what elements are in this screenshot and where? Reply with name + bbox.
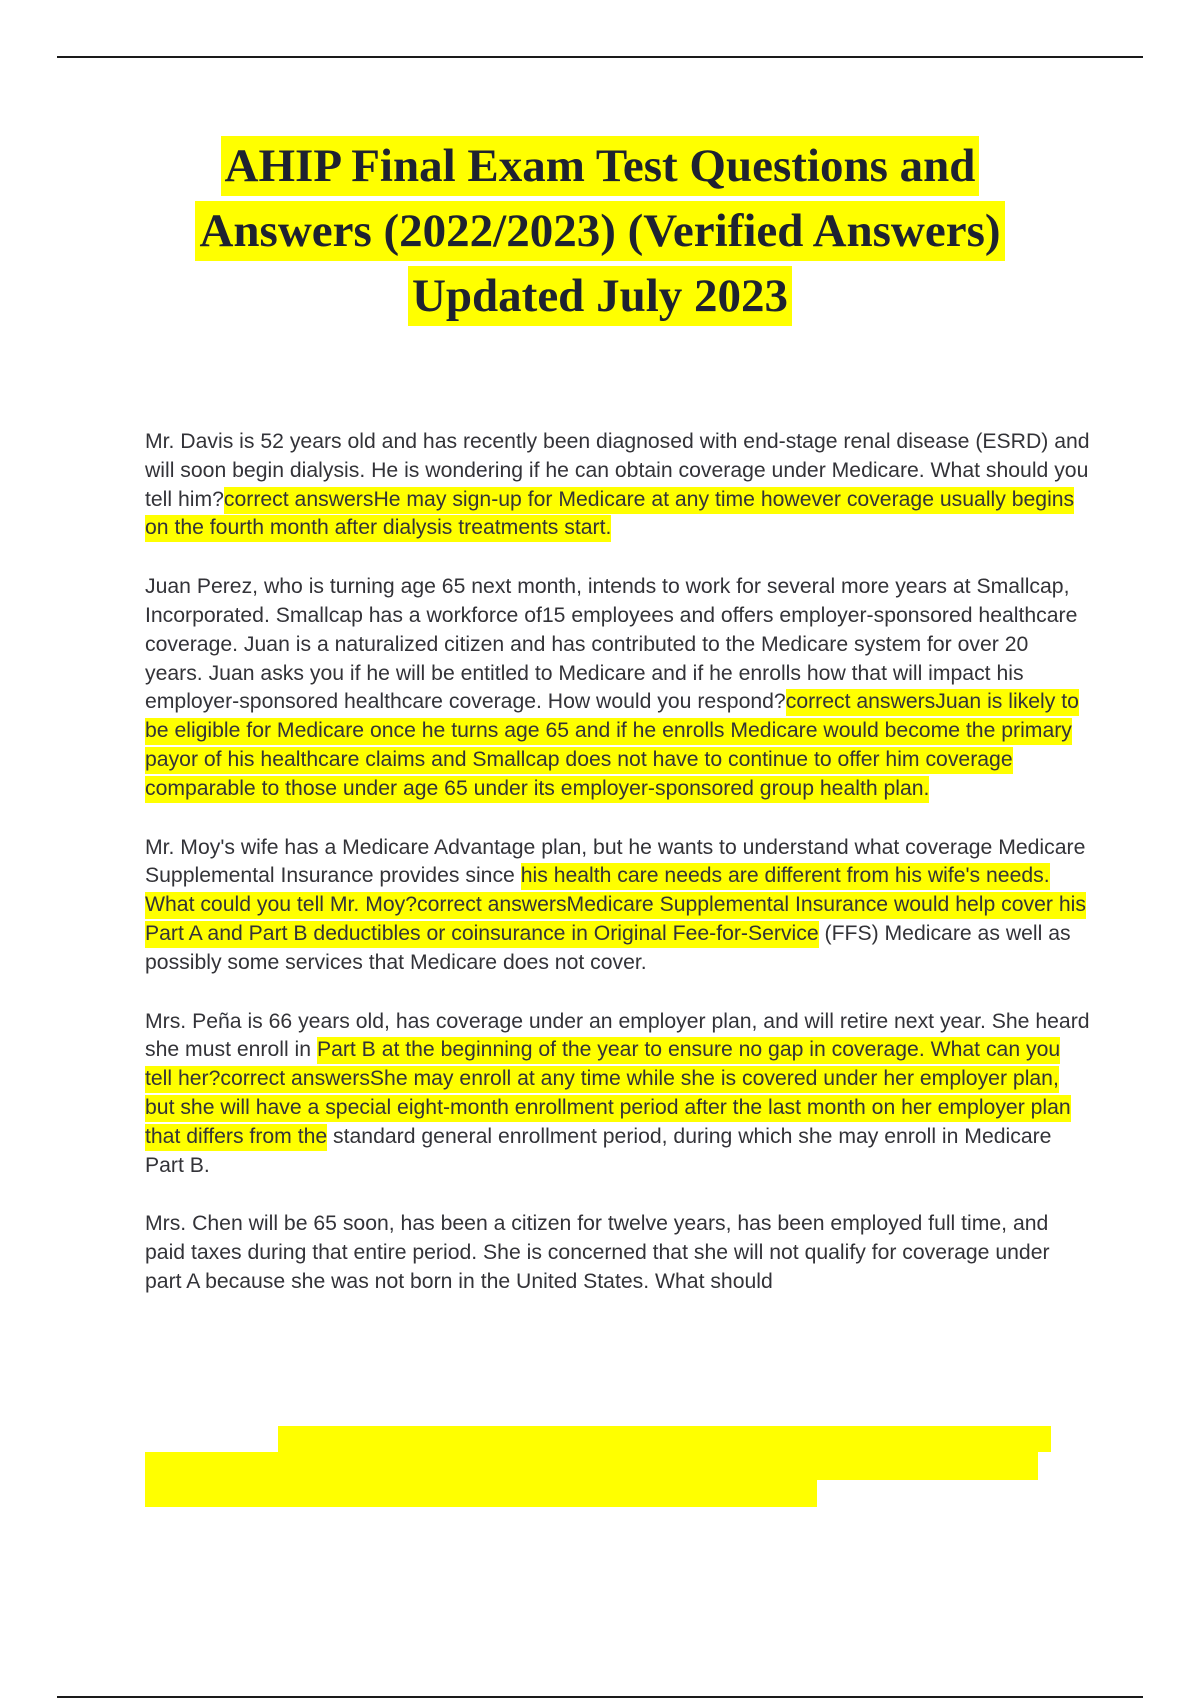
qa-entry-perez (145, 573, 1091, 803)
question-answer-list (145, 428, 1091, 1297)
qa-entry-pena (145, 1008, 1091, 1181)
title-line-1: AHIP Final Exam Test Questions and (221, 136, 980, 196)
bottom-rule (57, 1696, 1143, 1698)
trailing-text: standard general enrollment period, during which she may enroll in Medicare Part B. (145, 1124, 1052, 1177)
qa-entry-chen (145, 1210, 1091, 1296)
top-rule (57, 56, 1143, 58)
highlighted-answer: his health care needs are different from his wife's needs. What could you tell Mr. Moy?correct answersMedicare Supplemental Insurance would help cover his Part A and Part B deductibles or coinsurance in Original Fee-for-Service (145, 863, 1086, 948)
trailing-text: (FFS) Medicare as well as possibly some services that Medicare does not cover. (145, 921, 1071, 974)
obscured-answer-block-1 (278, 1426, 1051, 1452)
qa-entry-moy (145, 834, 1091, 978)
highlighted-answer: correct answersJuan is likely to be eligible for Medicare once he turns age 65 and if he enrolls Medicare would become the primary payor of his healthcare claims and Smallcap does not have to continue to offer him coverage comparable to those under age 65 under its employer-sponsored group health plan. (145, 689, 1079, 802)
question-text: Mr. Davis is 52 years old and has recently been diagnosed with end-stage renal disease (ESRD) and will soon begin dialysis. He is wondering if he can obtain coverage under Medicare. What should you tell him? (145, 430, 1090, 511)
question-text: Juan Perez, who is turning age 65 next month, intends to work for several more years at Smallcap, Incorporated. Smallcap has a workforce of15 employees and offers employer-sponsored healthcare coverage. Juan is a naturalized citizen and has contributed to the Medicare system for over 20 years. Juan asks you if he will be entitled to Medicare and if he enrolls how that will impact his employer-sponsored healthcare coverage. How would you respond? (145, 575, 1078, 714)
document-title (150, 134, 1050, 329)
title-line-2: Answers (2022/2023) (Verified Answers) (195, 201, 1004, 261)
qa-entry-davis (145, 428, 1091, 543)
highlighted-answer: correct answersHe may sign-up for Medicare at any time however coverage usually begins on the fourth month after dialysis treatments start. (145, 487, 1074, 543)
obscured-answer-block-3 (145, 1480, 817, 1507)
question-text: Mr. Moy's wife has a Medicare Advantage plan, but he wants to understand what coverage Medicare Supplemental Insurance provides since (145, 835, 1086, 888)
title-line-3: Updated July 2023 (408, 266, 792, 326)
highlighted-answer: Part B at the beginning of the year to ensure no gap in coverage. What can you tell her?correct answersShe may enroll at any time while she is covered under her employer plan, but she will have a special eight-month enrollment period after the last month on her employer plan that differs from the (145, 1037, 1071, 1150)
obscured-answer-block-2 (145, 1452, 1038, 1480)
question-text: Mrs. Chen will be 65 soon, has been a citizen for twelve years, has been employed full time, and paid taxes during that entire period. She is concerned that she will not qualify for coverage under part A because she was not born in the United States. What should (145, 1212, 1050, 1293)
question-text: Mrs. Peña is 66 years old, has coverage under an employer plan, and will retire next year. She heard she must enroll in (145, 1009, 1090, 1062)
